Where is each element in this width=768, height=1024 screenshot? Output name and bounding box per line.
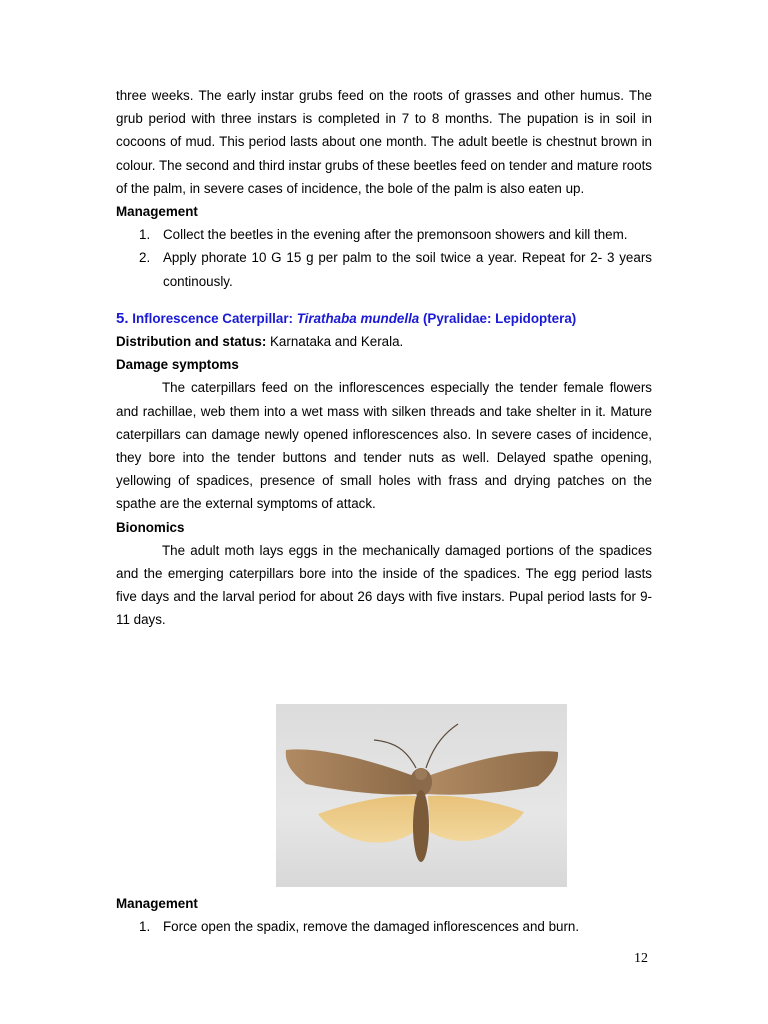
list-item (116, 223, 652, 246)
management-section-2 (116, 892, 652, 938)
distribution-label: Distribution and status: (116, 334, 267, 350)
page-body (116, 84, 652, 632)
bionomics-paragraph: The adult moth lays eggs in the mechanically damaged portions of the spadices and the emerging caterpillars bore into the inside of the spadices. The egg period lasts five days and the larval period for about 26 days with five instars. Pupal period lasts for 9-11 days. (116, 542, 652, 628)
moth-photo (276, 704, 567, 887)
moth-illustration (276, 704, 567, 887)
bionomics-heading: Bionomics (116, 519, 185, 535)
section-title-prefix: Inflorescence Caterpillar: (132, 310, 297, 326)
list-item (116, 246, 652, 292)
section-title-suffix: (Pyralidae: Lepidoptera) (419, 310, 577, 326)
management-heading: Management (116, 896, 198, 911)
list-item-text: Force open the spadix, remove the damaged inflorescences and burn. (163, 919, 580, 935)
damage-heading: Damage symptoms (116, 357, 239, 373)
management-list (116, 915, 652, 938)
intro-paragraph: three weeks. The early instar grubs feed on the roots of grasses and other humus. The grub period with three instars is completed in 7 to 8 months. The pupation is in soil in cocoons of mud. This period lasts about one month. The adult beetle is chestnut brown in colour. The second and third instar grubs of these beetles feed on tender and mature roots of the palm, in severe cases of incidence, the bole of the palm is also eaten up. (116, 88, 652, 196)
scientific-name: Tirathaba mundella (296, 310, 420, 326)
list-number: 1. (139, 919, 151, 935)
list-item-text: Collect the beetles in the evening after the premonsoon showers and kill them. (163, 227, 628, 243)
management-list (116, 223, 652, 293)
distribution-line (116, 330, 652, 353)
management-heading: Management (116, 204, 198, 220)
damage-paragraph: The caterpillars feed on the inflorescences especially the tender female flowers and rachillae, web them into a wet mass with silken threads and take shelter in it. Mature caterpillars can damage newly opened inflorescences also. In severe cases of incidence, they bore into the tender buttons and tender nuts as well. Delayed spathe opening, yellowing of spadices, presence of small holes with frass and drying patches on the spathe are the external symptoms of attack. (116, 380, 652, 512)
list-item-text: Apply phorate 10 G 15 g per palm to the soil twice a year. Repeat for 2- 3 years continously. (163, 250, 652, 289)
section-number: 5. (116, 309, 129, 327)
distribution-value: Karnataka and Kerala. (266, 334, 404, 350)
section-title (116, 307, 652, 330)
page-number: 12 (634, 951, 648, 966)
list-item (116, 915, 652, 938)
list-number: 1. (139, 227, 151, 243)
list-number: 2. (139, 250, 151, 266)
